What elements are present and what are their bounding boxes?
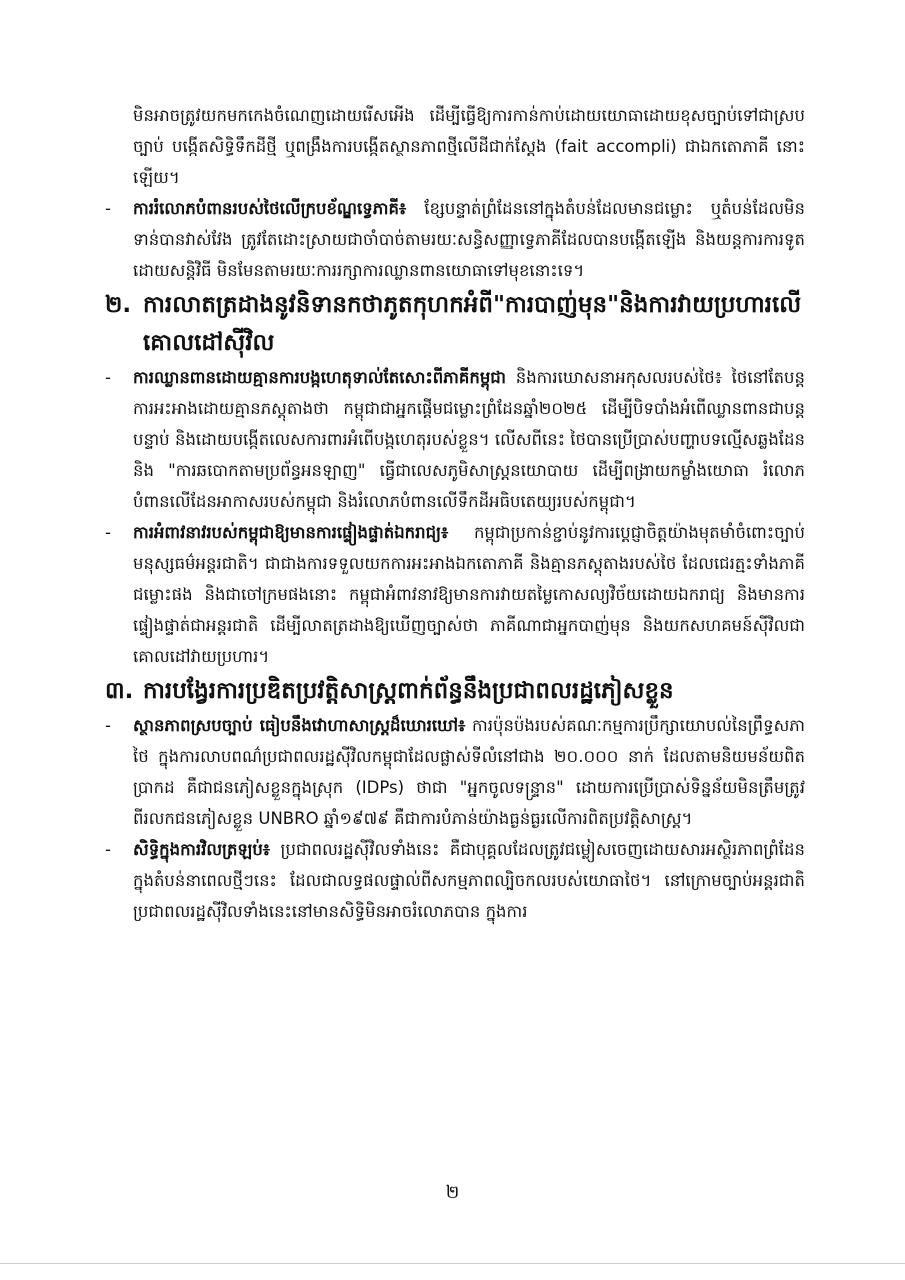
bullet-dash: - xyxy=(105,523,111,542)
bullet-list-section-2 xyxy=(105,362,805,672)
bullet-dash: - xyxy=(105,840,111,859)
bullet-item xyxy=(105,517,805,672)
bullet-text: ប្រជាពលរដ្ឋស៊ីវិលទាំងនេះ គឺជាបុគ្គលដែលត្រូវជម្លៀសចេញដោយសារអស្ថិរភាពព្រំដែនក្នុងតំបន់នាពេលថ្មីៗនេះ ដែលជាលទ្ធផលផ្ទាល់ពីសកម្មភាពល្បិចកលរបស់យោធាថៃ។ នៅក្រោមច្បាប់អន្តរជាតិ ប្រជាពលរដ្ឋស៊ីវិលទាំងនេះនៅមានសិទ្ធិមិនអាចរំលោភបាន ក្នុងការ xyxy=(133,840,805,921)
section-title: ការបង្វែរការប្រឌិតប្រវត្តិសាស្ត្រពាក់ព័ន្ធនឹងប្រជាពលរដ្ឋភៀសខ្លួន xyxy=(143,678,674,704)
bullet-dash: - xyxy=(105,368,111,387)
bullet-dash: - xyxy=(105,199,111,218)
page-number: ២ xyxy=(445,1182,460,1203)
section-heading-2 xyxy=(105,286,805,362)
bullet-title: សិទ្ធិក្នុងការវិលត្រឡប់៖ xyxy=(133,840,271,859)
footer-divider xyxy=(0,1263,905,1264)
bullet-title: ការរំលោភបំពានរបស់ថៃលើក្របខ័ណ្ឌទ្វេភាគី៖ xyxy=(133,199,407,218)
bullet-item xyxy=(105,193,805,286)
bullet-item xyxy=(105,834,805,927)
bullet-list-top xyxy=(105,193,805,286)
section-title: ការលាតត្រដាងនូវនិទានកថាភូតកុហកអំពី"ការបាញ់មុន"និងការវាយប្រហារលើគោលដៅស៊ីវិល xyxy=(143,292,802,356)
bullet-title: ការអំពាវនាវរបស់កម្ពុជាឱ្យមានការផ្ទៀងផ្ទាត់ឯករាជ្យ៖ xyxy=(133,523,449,542)
bullet-text: ការប៉ុនប៉ងរបស់គណៈកម្មការប្រឹក្សាយោបល់នៃព្រឹទ្ធសភាថៃ ក្នុងការលាបពណ៌ប្រជាពលរដ្ឋស៊ីវិលកម្ពុជាដែលផ្លាស់ទីលំនៅជាង ២០.០០០ នាក់ ដែលតាមនិយមន័យពិតប្រាកដ គឺជាជនភៀសខ្លួនក្នុងស្រុក (IDPs) ថាជា "អ្នកចូលទន្ទ្រាន" ដោយការប្រើប្រាស់ទិន្នន័យមិនត្រឹមត្រូវពីរលកជនភៀសខ្លួន UNBRO ឆ្នាំ១៩៧៩ គឺជាការបំភាន់យ៉ាងធ្ងន់ធ្ងរលើការពិតប្រវត្តិសាស្ត្រ។ xyxy=(133,716,805,828)
section-heading-3 xyxy=(105,672,805,710)
page-content xyxy=(105,100,805,927)
bullet-item xyxy=(105,710,805,834)
bullet-title: ស្ថានភាពស្របច្បាប់ ធៀបនឹងវោហាសាស្ត្រដ៏ឃោរឃៅ៖ xyxy=(133,716,466,735)
bullet-text: កម្ពុជាប្រកាន់ខ្ជាប់នូវការប្តេជ្ញាចិត្តយ៉ាងមុតមាំចំពោះច្បាប់មនុស្សធម៌អន្តរជាតិ។ ជាជាងការទទួលយកការអះអាងឯកតោភាគី និងគ្មានភស្តុតាងរបស់ថៃ ដែលជេរត្មះទាំងភាគីជម្លោះផង និងជាចៅក្រមផងនោះ កម្ពុជាអំពាវនាវឱ្យមានការវាយតម្លៃកោសល្យវិច័យដោយឯករាជ្យ និងមានការផ្ទៀងផ្ទាត់ជាអន្តរជាតិ ដើម្បីលាតត្រដាងឱ្យឃើញច្បាស់ថា ភាគីណាជាអ្នកបាញ់មុន និងយកសហគមន៍ស៊ីវិលជាគោលដៅវាយប្រហារ។ xyxy=(133,523,805,666)
section-number: ៣. xyxy=(105,678,134,704)
bullet-dash: - xyxy=(105,716,111,735)
bullet-list-section-3 xyxy=(105,710,805,927)
bullet-item xyxy=(105,362,805,517)
bullet-title: ការឈ្លានពានដោយគ្មានការបង្កហេតុទាល់តែសោះពីភាគីកម្ពុជា xyxy=(133,368,507,387)
section-number: ២. xyxy=(105,292,132,318)
intro-paragraph: មិនអាចត្រូវយកមកកេងចំណេញដោយរើសអើង ដើម្បីធ្វើឱ្យការកាន់កាប់ដោយយោធាដោយខុសច្បាប់ទៅជាស្របច្បាប់ បង្កើតសិទ្ធិទឹកដីថ្មី ឬពង្រឹងការបង្កើតស្ថានភាពថ្មីលើដីជាក់ស្តែង (fait accompli) ជាឯកតោភាគី នោះឡើយ។ xyxy=(133,106,805,187)
bullet-text: និងការឃោសនាអកុសលរបស់ថៃ៖ ថៃនៅតែបន្តការអះអាងដោយគ្មានភស្តុតាងថា កម្ពុជាជាអ្នកផ្តើមជម្លោះព្រំដែនឆ្នាំ២០២៥ ដើម្បីបិទបាំងអំពើឈ្លានពានជាបន្តបន្ទាប់ និងដោយបង្កើតលេសការពារអំពើបង្កហេតុរបស់ខ្លួន។ លើសពីនេះ ថៃបានប្រើប្រាស់បញ្ហាបទល្មើសឆ្លងដែន និង "ការឆបោកតាមប្រព័ន្ធអនឡាញ" ធ្វើជាលេសភូមិសាស្ត្រនយោបាយ ដើម្បីពង្រាយកម្លាំងយោធា រំលោភបំពានលើដែនអាកាសរបស់កម្ពុជា និងរំលោភបំពានលើទឹកដីអធិបតេយ្យរបស់កម្ពុជា។ xyxy=(133,368,805,511)
bullet-text: ខ្សែបន្ទាត់ព្រំដែននៅក្នុងតំបន់ដែលមានជម្លោះ ឬតំបន់ដែលមិនទាន់បានវាស់វែង ត្រូវតែដោះស្រាយជាចាំបាច់តាមរយៈសន្ធិសញ្ញាទ្វេភាគីដែលបានបង្កើតឡើង និងយន្តការការទូតដោយសន្តិវិធី មិនមែនតាមរយៈការរក្សាការឈ្លានពានយោធាទៅមុខនោះទេ។ xyxy=(133,199,805,280)
